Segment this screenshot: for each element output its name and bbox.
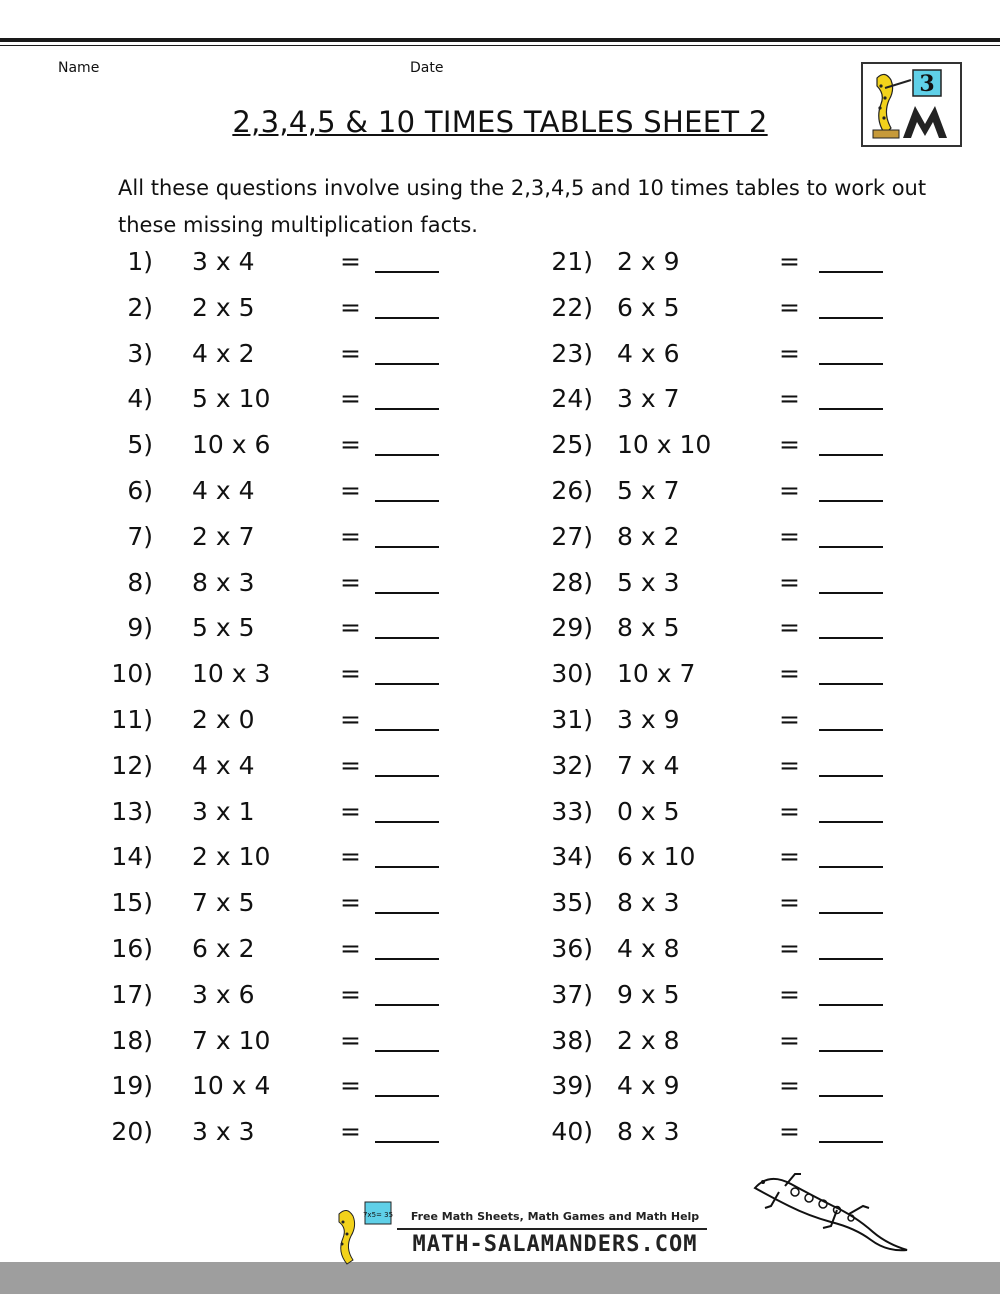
- equals-sign: =: [340, 384, 361, 414]
- question-expression: 3 x 3: [192, 1117, 255, 1147]
- footer-tagline: Free Math Sheets, Math Games and Math Help: [410, 1210, 700, 1223]
- equals-sign: =: [779, 476, 800, 505]
- equals-sign: =: [779, 292, 800, 322]
- question-expression: 8 x 5: [617, 613, 680, 643]
- question-expression: 5 x 3: [617, 567, 680, 597]
- equals-sign: =: [340, 567, 361, 597]
- question-expression: 4 x 9: [617, 1071, 680, 1101]
- answer-blank[interactable]: [819, 293, 883, 319]
- question-expression: 3 x 9: [617, 705, 680, 734]
- answer-blank[interactable]: [819, 659, 883, 685]
- question-expression: 4 x 8: [617, 934, 680, 963]
- answer-blank[interactable]: [819, 384, 883, 410]
- equals-sign: =: [340, 796, 361, 826]
- equals-sign: =: [779, 888, 800, 918]
- question-expression: 10 x 4: [192, 1071, 271, 1101]
- question-expression: 5 x 10: [192, 384, 271, 414]
- date-label: Date: [410, 60, 444, 76]
- equals-sign: =: [779, 842, 800, 872]
- answer-blank[interactable]: [819, 705, 883, 731]
- answer-blank[interactable]: [819, 797, 883, 823]
- footer-badge-text: 7x5= 35: [362, 1211, 394, 1219]
- answer-blank[interactable]: [819, 1026, 883, 1052]
- equals-sign: =: [779, 705, 800, 734]
- answer-blank[interactable]: [819, 522, 883, 548]
- equals-sign: =: [779, 1025, 800, 1055]
- question-number: 15): [111, 888, 153, 918]
- equals-sign: =: [340, 476, 361, 505]
- question-row: [0, 293, 1000, 333]
- question-number: 27): [551, 521, 593, 551]
- equals-sign: =: [779, 1071, 800, 1101]
- question-expression: 10 x 10: [617, 430, 712, 460]
- equals-sign: =: [779, 430, 800, 460]
- question-row: [0, 888, 1000, 928]
- question-expression: 6 x 2: [192, 934, 255, 963]
- question-expression: 2 x 10: [192, 842, 271, 872]
- question-number: 16): [111, 934, 153, 963]
- top-rule-thin: [0, 45, 1000, 46]
- question-expression: 6 x 5: [617, 292, 680, 322]
- question-number: 9): [127, 613, 153, 643]
- salamander-logo-icon: [863, 64, 960, 145]
- equals-sign: =: [340, 750, 361, 780]
- question-number: 6): [127, 476, 153, 505]
- question-number: 35): [551, 888, 593, 918]
- question-number: 10): [111, 659, 153, 689]
- name-label: Name: [58, 60, 100, 76]
- equals-sign: =: [340, 842, 361, 872]
- question-expression: 8 x 3: [192, 567, 255, 597]
- question-expression: 8 x 3: [617, 1117, 680, 1147]
- answer-blank[interactable]: [819, 888, 883, 914]
- question-row: [0, 247, 1000, 287]
- instructions: All these questions involve using the 2,3,4,5 and 10 times tables to work out these missing multiplication facts.: [118, 176, 927, 237]
- answer-blank[interactable]: [819, 339, 883, 365]
- equals-sign: =: [340, 888, 361, 918]
- equals-sign: =: [340, 934, 361, 963]
- equals-sign: =: [779, 567, 800, 597]
- question-expression: 4 x 6: [617, 338, 680, 368]
- question-row: [0, 659, 1000, 699]
- equals-sign: =: [340, 1117, 361, 1147]
- question-number: 4): [127, 384, 153, 414]
- equals-sign: =: [340, 247, 361, 276]
- question-row: [0, 980, 1000, 1020]
- equals-sign: =: [340, 292, 361, 322]
- question-number: 2): [127, 292, 153, 322]
- question-expression: 3 x 4: [192, 247, 255, 276]
- equals-sign: =: [340, 705, 361, 734]
- equals-sign: =: [340, 613, 361, 643]
- question-row: [0, 339, 1000, 379]
- logo-digit: 3: [919, 71, 935, 97]
- question-number: 24): [551, 384, 593, 414]
- question-expression: 8 x 3: [617, 888, 680, 918]
- equals-sign: =: [779, 750, 800, 780]
- question-row: [0, 842, 1000, 882]
- question-expression: 6 x 10: [617, 842, 696, 872]
- question-row: [0, 384, 1000, 424]
- equals-sign: =: [779, 384, 800, 414]
- question-row: [0, 613, 1000, 653]
- question-number: 20): [111, 1117, 153, 1147]
- top-rule: [0, 38, 1000, 42]
- equals-sign: =: [340, 338, 361, 368]
- question-expression: 2 x 8: [617, 1025, 680, 1055]
- question-number: 14): [111, 842, 153, 872]
- question-expression: 10 x 7: [617, 659, 696, 689]
- answer-blank[interactable]: [819, 980, 883, 1006]
- question-row: [0, 522, 1000, 562]
- question-number: 26): [551, 476, 593, 505]
- question-expression: 10 x 3: [192, 659, 271, 689]
- equals-sign: =: [779, 1117, 800, 1147]
- question-row: [0, 934, 1000, 974]
- question-number: 8): [127, 567, 153, 597]
- question-number: 22): [551, 292, 593, 322]
- footer-bar: [0, 1262, 1000, 1294]
- question-number: 32): [551, 750, 593, 780]
- question-row: [0, 430, 1000, 470]
- answer-blank[interactable]: [819, 247, 883, 273]
- equals-sign: =: [779, 338, 800, 368]
- question-expression: 4 x 2: [192, 338, 255, 368]
- question-expression: 2 x 5: [192, 292, 255, 322]
- question-row: [0, 476, 1000, 516]
- question-expression: 7 x 4: [617, 750, 680, 780]
- question-expression: 10 x 6: [192, 430, 271, 460]
- question-number: 5): [127, 430, 153, 460]
- answer-blank[interactable]: [819, 934, 883, 960]
- question-number: 36): [551, 934, 593, 963]
- equals-sign: =: [779, 979, 800, 1009]
- question-expression: 7 x 10: [192, 1025, 271, 1055]
- question-number: 30): [551, 659, 593, 689]
- question-expression: 0 x 5: [617, 796, 680, 826]
- question-number: 11): [111, 705, 153, 734]
- question-number: 18): [111, 1025, 153, 1055]
- question-number: 7): [127, 521, 153, 551]
- question-row: [0, 1117, 1000, 1157]
- salamander-decoration: [745, 1168, 910, 1258]
- question-number: 3): [127, 338, 153, 368]
- equals-sign: =: [340, 1071, 361, 1101]
- question-expression: 3 x 1: [192, 796, 255, 826]
- question-number: 40): [551, 1117, 593, 1147]
- question-expression: 2 x 0: [192, 705, 255, 734]
- question-expression: 4 x 4: [192, 750, 255, 780]
- equals-sign: =: [779, 521, 800, 551]
- question-expression: 8 x 2: [617, 521, 680, 551]
- question-row: [0, 751, 1000, 791]
- equals-sign: =: [340, 430, 361, 460]
- footer-brand[interactable]: MATH-SALAMANDERS.COM: [412, 1232, 698, 1257]
- question-number: 17): [111, 979, 153, 1009]
- question-row: [0, 1071, 1000, 1111]
- equals-sign: =: [340, 979, 361, 1009]
- question-number: 19): [111, 1071, 153, 1101]
- question-number: 13): [111, 796, 153, 826]
- equals-sign: =: [779, 934, 800, 963]
- question-number: 12): [111, 750, 153, 780]
- question-number: 25): [551, 430, 593, 460]
- question-number: 37): [551, 979, 593, 1009]
- question-expression: 2 x 7: [192, 521, 255, 551]
- question-number: 23): [551, 338, 593, 368]
- salamander-icon: [745, 1168, 910, 1258]
- question-expression: 3 x 6: [192, 979, 255, 1009]
- question-row: [0, 797, 1000, 837]
- question-row: [0, 705, 1000, 745]
- question-number: 1): [127, 247, 153, 276]
- question-expression: 4 x 4: [192, 476, 255, 505]
- question-number: 21): [551, 247, 593, 276]
- answer-blank[interactable]: [819, 476, 883, 502]
- answer-blank[interactable]: [819, 751, 883, 777]
- page-title: 2,3,4,5 & 10 TIMES TABLES SHEET 2: [232, 105, 768, 139]
- question-number: 29): [551, 613, 593, 643]
- answer-blank[interactable]: [819, 430, 883, 456]
- question-number: 28): [551, 567, 593, 597]
- equals-sign: =: [779, 659, 800, 689]
- answer-blank[interactable]: [819, 842, 883, 868]
- question-expression: 2 x 9: [617, 247, 680, 276]
- equals-sign: =: [779, 796, 800, 826]
- answer-blank[interactable]: [819, 1071, 883, 1097]
- question-row: [0, 568, 1000, 608]
- equals-sign: =: [340, 1025, 361, 1055]
- equals-sign: =: [340, 521, 361, 551]
- answer-blank[interactable]: [819, 568, 883, 594]
- equals-sign: =: [779, 613, 800, 643]
- answer-blank[interactable]: [819, 613, 883, 639]
- question-expression: 5 x 5: [192, 613, 255, 643]
- question-number: 38): [551, 1025, 593, 1055]
- equals-sign: =: [779, 247, 800, 276]
- question-number: 34): [551, 842, 593, 872]
- question-number: 31): [551, 705, 593, 734]
- question-number: 39): [551, 1071, 593, 1101]
- answer-blank[interactable]: [819, 1117, 883, 1143]
- question-expression: 9 x 5: [617, 979, 680, 1009]
- question-expression: 7 x 5: [192, 888, 255, 918]
- question-row: [0, 1026, 1000, 1066]
- equals-sign: =: [340, 659, 361, 689]
- salamander-logo: [861, 62, 962, 147]
- question-expression: 3 x 7: [617, 384, 680, 414]
- question-number: 33): [551, 796, 593, 826]
- question-expression: 5 x 7: [617, 476, 680, 505]
